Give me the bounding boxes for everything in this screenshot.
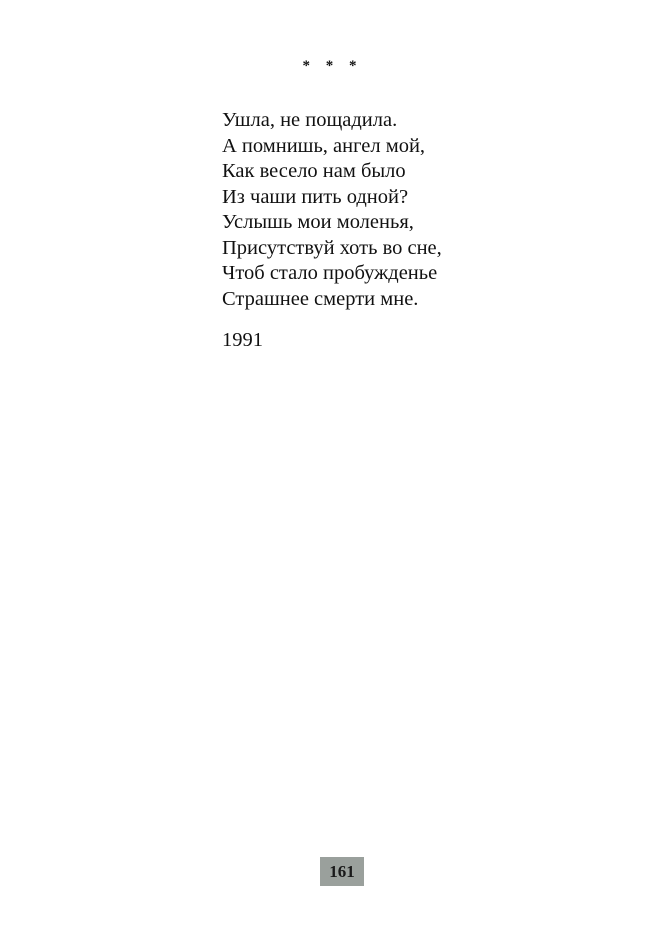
section-separator: * * * bbox=[302, 58, 363, 74]
poem-line: Ушла, не пощадила. bbox=[222, 109, 398, 131]
poem-line: Услышь мои моленья, bbox=[222, 211, 414, 233]
poem-line: Из чаши пить одной? bbox=[222, 185, 409, 208]
page-number-badge: 161 bbox=[320, 857, 364, 886]
poem-line: А помнишь, ангел мой, bbox=[222, 134, 426, 157]
poem-text bbox=[222, 108, 622, 312]
poem-line: Как весело нам было bbox=[222, 160, 406, 182]
poem-year: 1991 bbox=[222, 329, 263, 351]
poem-line: Чтоб стало пробужденье bbox=[222, 262, 438, 284]
poem-line: Присутствуй хоть во сне, bbox=[222, 236, 442, 259]
poem-line: Страшнее смерти мне. bbox=[222, 287, 419, 310]
